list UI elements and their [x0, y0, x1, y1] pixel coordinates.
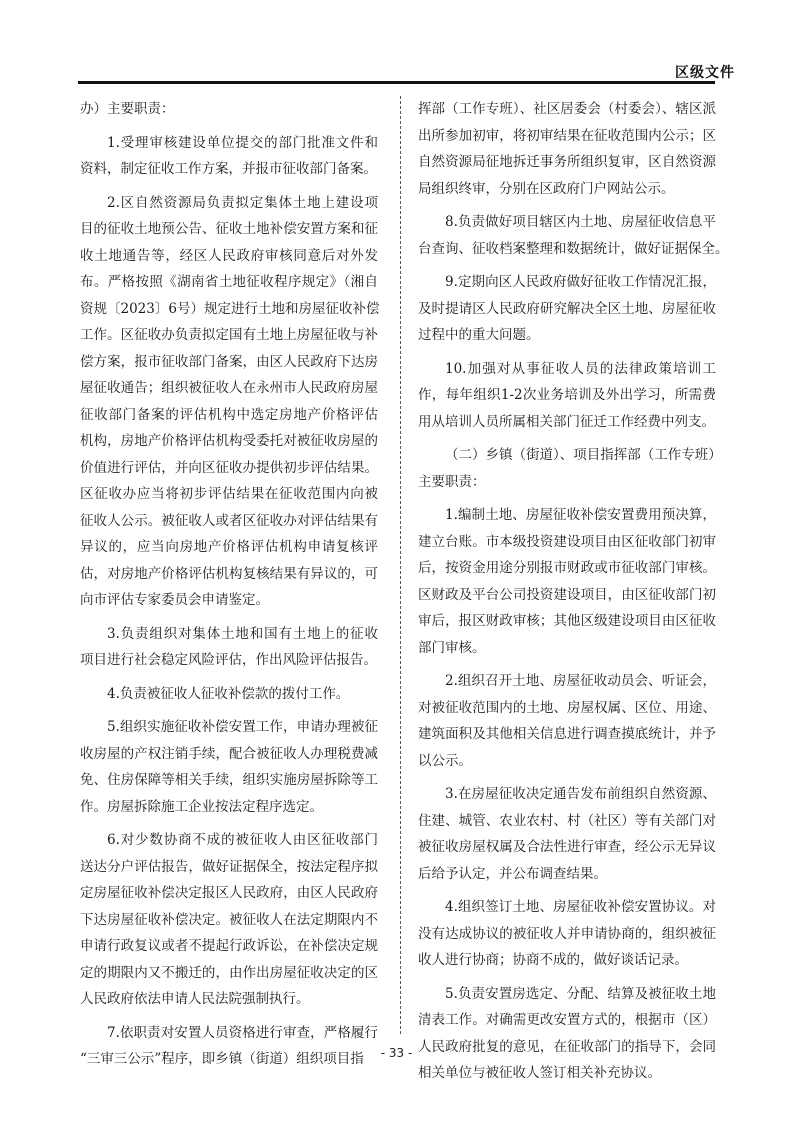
paragraph-gap [418, 974, 716, 981]
text-line: 及时提请区人民政府研究解决全区土地、房屋征收 [418, 300, 716, 317]
paragraph [80, 190, 378, 614]
paragraph-gap [418, 495, 716, 502]
text-line: 5.组织实施征收补偿安置工作，申请办理被征 [107, 719, 378, 735]
text-line: 屋征收通告；组织被征收人在永州市人民政府房屋 [80, 380, 378, 396]
text-line: 工作。区征收办负责拟定国有土地上房屋征收与补 [80, 327, 378, 343]
text-line: 后，按资金用途分别报市财政或市征收部门审核。 [418, 560, 716, 576]
text-line: 6.对少数协商不成的被征收人由区征收部门 [107, 832, 378, 848]
text-line: “三审三公示”程序，即乡镇（街道）组织项目指 [80, 1051, 364, 1067]
text-line: 4.负责被征收人征收补偿款的拨付工作。 [107, 685, 350, 702]
text-line: 1.受理审核建设单位提交的部门批准文件和 [107, 134, 378, 151]
text-line: 后给予认定，并公布调查结果。 [418, 865, 607, 882]
text-line: 2.区自然资源局负责拟定集体土地上建设项 [107, 194, 378, 211]
paragraph [80, 714, 378, 820]
paragraph [418, 96, 716, 202]
paragraph [418, 781, 716, 887]
paragraph [418, 894, 716, 974]
text-line: 资料，制定征收工作方案，并报市征收部门备案。 [80, 161, 377, 177]
text-line: 2.组织召开土地、房屋征收动员会、听证会， [445, 673, 716, 689]
text-line: 收房屋的产权注销手续，配合被征收人办理税费减 [80, 745, 378, 762]
text-line: 10.加强对从事征收人员的法律政策培训工 [445, 360, 716, 377]
text-line: 目的征收土地预公告、征收土地补偿安置方案和征 [80, 221, 378, 237]
paragraph-gap [418, 435, 716, 442]
text-line: 挥部（工作专班）、社区居委会（村委会）、辖区派 [418, 101, 716, 117]
text-line: 作，每年组织1-2次业务培训及外出学习，所需费 [418, 387, 716, 403]
text-line: 征收部门备案的评估机构中选定房地产价格评估 [80, 406, 378, 423]
text-line: 资规〔2023〕6号）规定进行土地和房屋征收补偿 [80, 300, 380, 317]
text-line: 过程中的重大问题。 [418, 327, 540, 343]
column-divider [400, 96, 401, 1034]
text-line: 人民政府批复的意见，在征收部门的指导下，会同 [418, 1038, 716, 1055]
text-line: 1.编制土地、房屋征收补偿安置费用预决算， [445, 507, 716, 523]
text-line: 3.在房屋征收决定通告发布前组织自然资源、 [445, 786, 716, 802]
paragraph [80, 681, 378, 708]
page-number: - 33 - [380, 1046, 413, 1060]
text-line: 异议的，应当向房地产价格评估机构申请复核评 [80, 539, 378, 555]
text-line: 作。房屋拆除施工企业按法定程序选定。 [80, 798, 323, 815]
text-line: 人民政府依法申请人民法院强制执行。 [80, 991, 310, 1007]
paragraph [418, 981, 716, 1087]
paragraph-gap [418, 349, 716, 356]
paragraph-gap [418, 661, 716, 668]
text-line: 出所参加初审，将初审结果在征收范围内公示；区 [418, 127, 716, 144]
text-line: 布。严格按照《湖南省土地征收程序规定》（湘自 [80, 274, 378, 290]
text-line: 部门审核。 [418, 639, 486, 656]
text-line: 9.定期向区人民政府做好征收工作情况汇报， [445, 274, 716, 290]
paragraph [418, 209, 729, 262]
text-line: 向市评估专家委员会申请鉴定。 [80, 592, 269, 608]
text-line: 台查询、征收档案整理和数据统计，做好证据保全。 [418, 240, 729, 257]
paragraph-gap [80, 674, 378, 681]
text-line: 征收人公示。被征收人或者区征收办对评估结果有 [80, 512, 378, 529]
text-line: 收土地通告等，经区人民政府审核同意后对外发 [80, 247, 378, 264]
paragraph-gap [80, 614, 378, 621]
text-line: 相关单位与被征收人签订相关补充协议。 [418, 1065, 661, 1081]
paragraph [80, 621, 378, 674]
text-line: 区财政及平台公司投资建设项目，由区征收部门初 [418, 586, 716, 603]
text-line: 申请行政复议或者不提起行政诉讼，在补偿决定规 [80, 938, 378, 954]
text-line: 7.依职责对安置人员资格进行审查，严格履行 [107, 1024, 378, 1041]
left-text-column [80, 96, 378, 1073]
text-line: 清表工作。对确需更改安置方式的，根据市（区） [418, 1012, 716, 1028]
text-line: 局组织终审，分别在区政府门户网站公示。 [418, 180, 675, 197]
paragraph-gap [80, 1013, 378, 1020]
text-line: 估，对房地产价格评估机构复核结果有异议的，可 [80, 565, 378, 582]
text-line: 下达房屋征收补偿决定。被征收人在法定期限内不 [80, 911, 378, 928]
text-line: 项目进行社会稳定风险评估，作出风险评估报告。 [80, 652, 377, 668]
text-line: 5.负责安置房选定、分配、结算及被征收土地 [445, 985, 716, 1002]
paragraph [80, 130, 378, 183]
paragraph-gap [80, 183, 378, 190]
text-line: 建筑面积及其他相关信息进行调查摸底统计，并予 [418, 726, 716, 742]
text-line: 审后，报区财政审核；其他区级建设项目由区征收 [418, 613, 716, 629]
text-line: 免、住房保障等相关手续，组织实施房屋拆除等工 [80, 772, 378, 788]
paragraph-gap [80, 123, 378, 130]
paragraph [418, 269, 716, 349]
text-line: 收人进行协商；协商不成的，做好谈话记录。 [418, 952, 688, 968]
right-text-column [418, 96, 729, 1087]
text-line: 被征收房屋权属及合法性进行审查，经公示无异议 [418, 839, 716, 855]
text-line: 定房屋征收补偿决定报区人民政府，由区人民政府 [80, 885, 378, 901]
paragraph [80, 827, 378, 1013]
text-line: 区征收办应当将初步评估结果在征收范围内向被 [80, 486, 378, 502]
paragraph-gap [418, 262, 716, 269]
text-line: 8.负责做好项目辖区内土地、房屋征收信息平 [445, 214, 716, 230]
text-line: 3.负责组织对集体土地和国有土地上的征收 [107, 625, 378, 642]
paragraph [418, 668, 716, 774]
text-line: 用从培训人员所属相关部门征迁工作经费中列支。 [418, 413, 715, 430]
text-line: 主要职责： [418, 473, 486, 490]
text-line: 4.组织签订土地、房屋征收补偿安置协议。对 [445, 899, 716, 915]
text-line: 自然资源局征地拆迁事务所组织复审，区自然资源 [418, 154, 716, 170]
paragraph-gap [80, 820, 378, 827]
text-line: 以公示。 [418, 752, 472, 769]
paragraph-gap [418, 887, 716, 894]
text-line: 偿方案，报市征收部门备案，由区人民政府下达房 [80, 353, 378, 370]
text-line: 机构，房地产价格评估机构受委托对被征收房屋的 [80, 433, 378, 449]
text-line: （二）乡镇（街道）、项目指挥部（工作专班） [445, 447, 722, 463]
text-line: 没有达成协议的被征收人并申请协商的，组织被征 [418, 925, 716, 942]
paragraph-gap [418, 774, 716, 781]
paragraph [80, 96, 378, 123]
text-line: 价值进行评估，并向区征收办提供初步评估结果。 [80, 459, 378, 476]
text-line: 送达分户评估报告，做好证据保全，按法定程序拟 [80, 858, 378, 875]
paragraph-gap [418, 202, 716, 209]
paragraph-gap [80, 707, 378, 714]
text-line: 定的期限内又不搬迁的，由作出房屋征收决定的区 [80, 964, 378, 981]
text-line: 建立台账。市本级投资建设项目由区征收部门初审 [418, 533, 716, 550]
text-line: 对被征收范围内的土地、房屋权属、区位、用途、 [418, 699, 716, 716]
document-category-label: 区级文件 [675, 65, 735, 81]
paragraph [418, 442, 722, 495]
text-line: 住建、城管、农业农村、村（社区）等有关部门对 [418, 812, 716, 829]
header-rule [78, 81, 715, 84]
paragraph [418, 502, 716, 661]
paragraph [418, 356, 716, 436]
text-line: 办）主要职责： [80, 101, 175, 117]
